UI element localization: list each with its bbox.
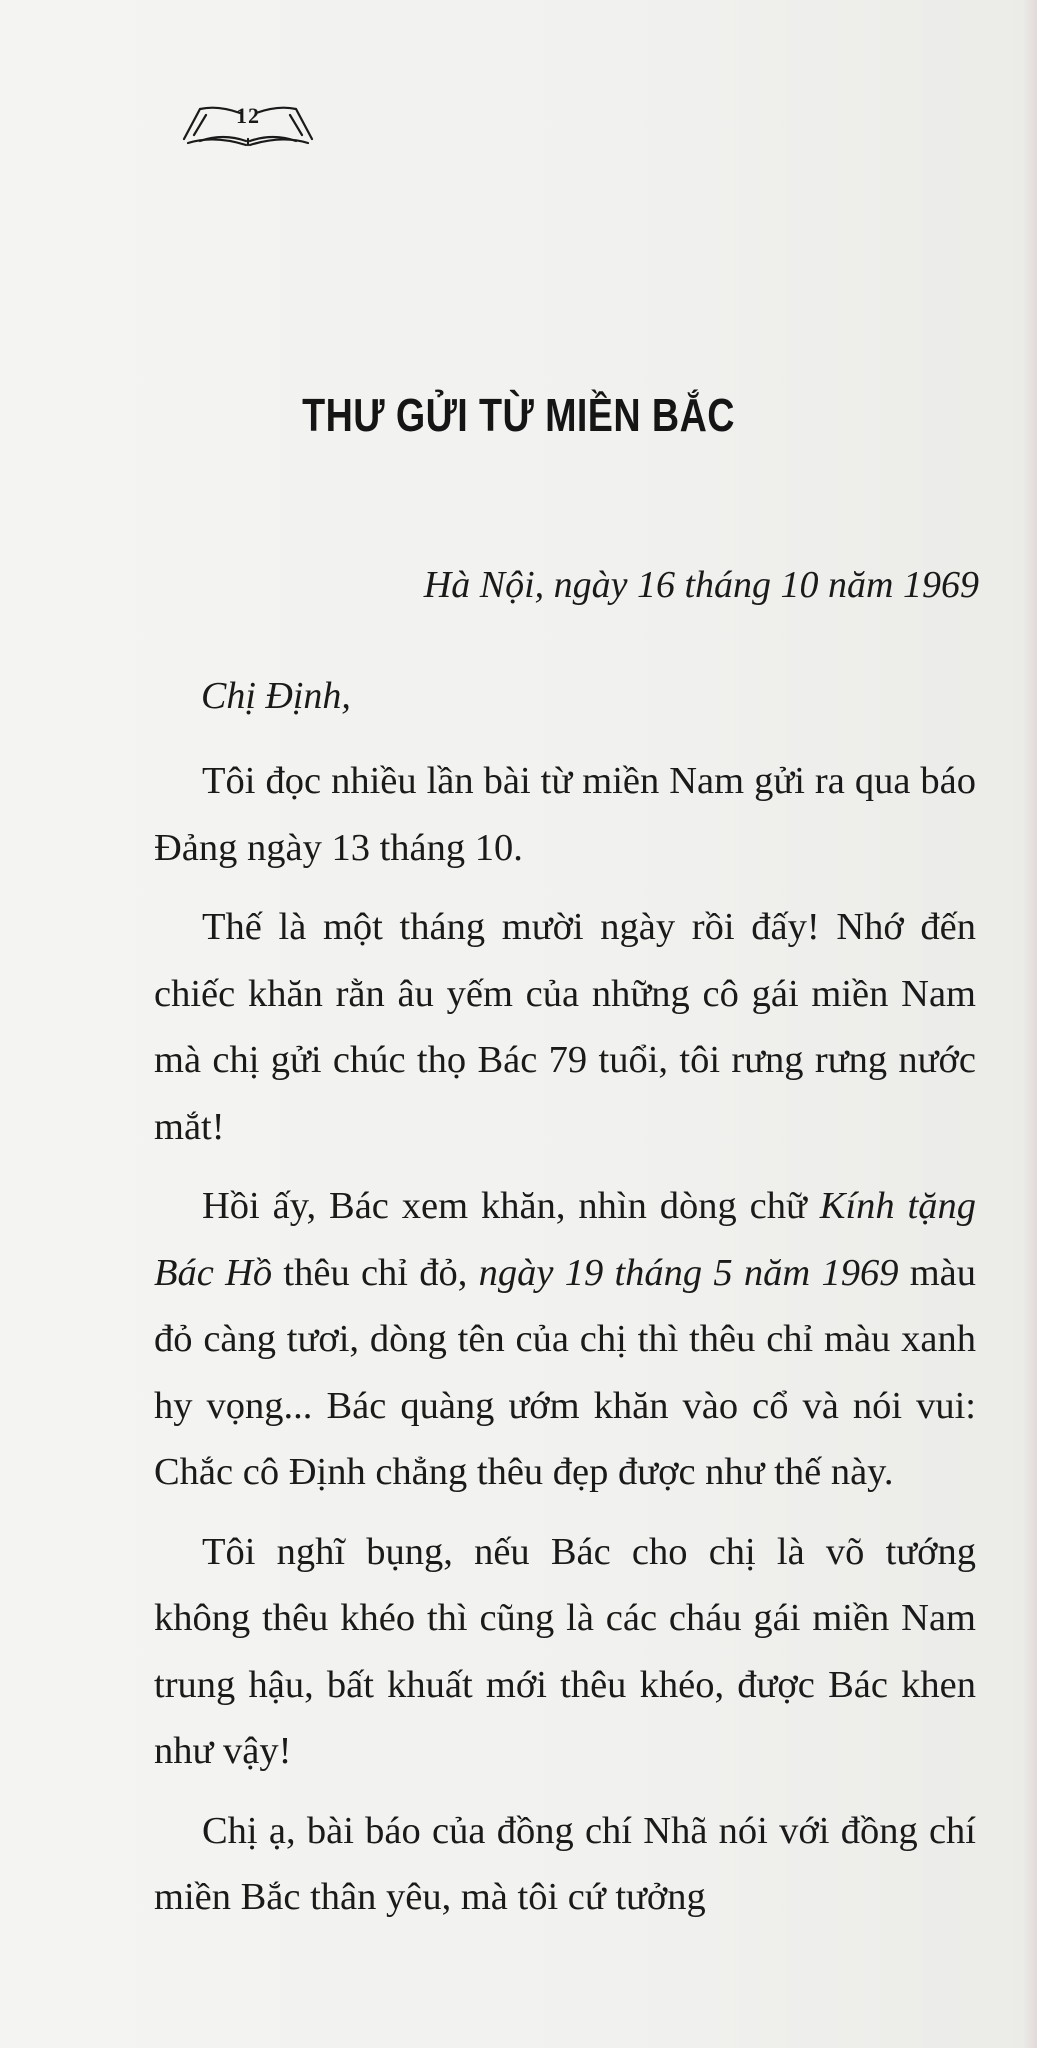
- paragraph-2: Thế là một tháng mười ngày rồi đấy! Nhớ đến chiếc khăn rằn âu yếm của những cô gái miền Nam mà chị gửi chúc thọ Bác 79 tuổi, tôi rưng rưng nước mắt!: [154, 906, 976, 1148]
- letter-dateline: Hà Nội, ngày 16 tháng 10 năm 1969: [423, 564, 979, 606]
- page-number: 12: [236, 103, 260, 128]
- paragraph-3-text-c: thêu chỉ đỏ,: [272, 1251, 479, 1294]
- page-edge-shadow: [1023, 0, 1037, 2048]
- page-number-ornament: [178, 95, 318, 155]
- paragraph-3-italic-date: ngày 19 tháng 5 năm 1969: [478, 1251, 899, 1294]
- paragraph-3-text-e: màu đỏ càng tươi, dòng tên của chị thì thêu chỉ màu xanh hy vọng... Bác quàng ướm khăn vào cổ và nói vui: Chắc cô Định chẳng thêu đẹp được như thế này.: [154, 1251, 977, 1493]
- letter-body: [154, 748, 976, 1944]
- letter-salutation: Chị Định,: [201, 675, 351, 717]
- chapter-title: THƯ GỬI TỪ MIỀN BẮC: [302, 389, 735, 441]
- paragraph-1: Tôi đọc nhiều lần bài từ miền Nam gửi ra qua báo Đảng ngày 13 tháng 10.: [154, 760, 976, 869]
- paragraph-3-italic-dedication: Kính tặng Bác Hồ: [154, 1185, 976, 1294]
- paragraph-3: [154, 1173, 976, 1506]
- paragraph-4: Tôi nghĩ bụng, nếu Bác cho chị là võ tướng không thêu khéo thì cũng là các cháu gái miền Nam trung hậu, bất khuất mới thêu khéo, được Bác khen như vậy!: [154, 1530, 976, 1772]
- paragraph-5: Chị ạ, bài báo của đồng chí Nhã nói với đồng chí miền Bắc thân yêu, mà tôi cứ tưởng: [154, 1809, 976, 1918]
- paragraph-3-text-a: Hồi ấy, Bác xem khăn, nhìn dòng chữ: [202, 1185, 820, 1227]
